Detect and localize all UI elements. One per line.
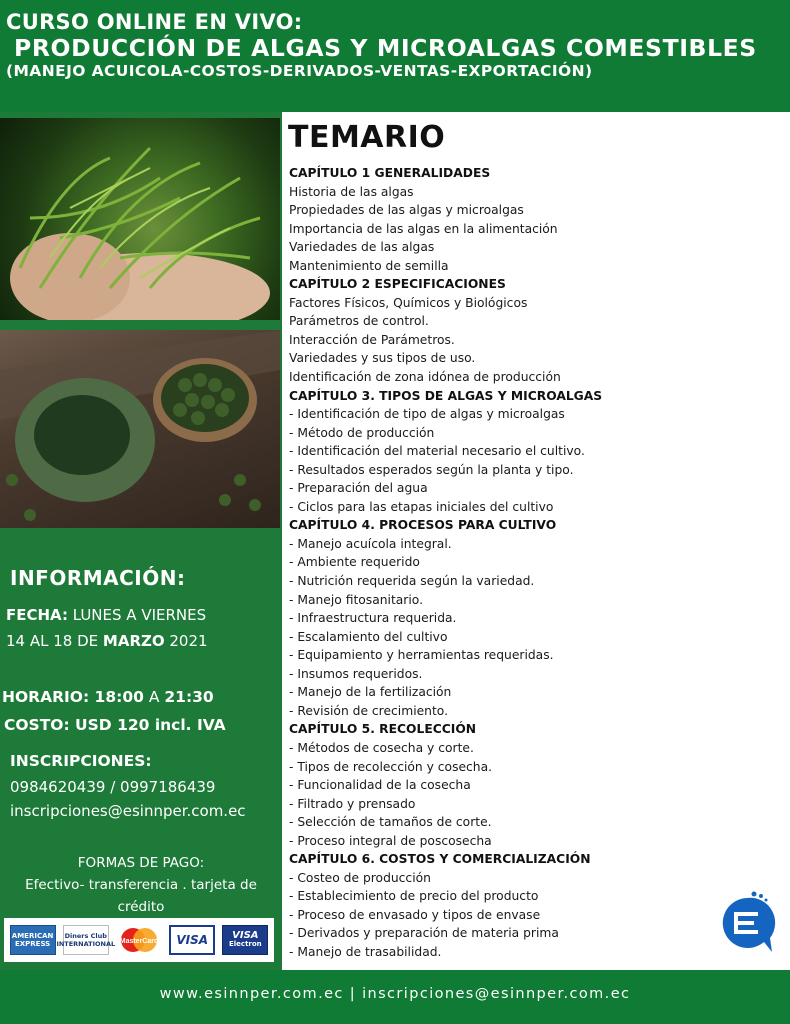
topic-item: - Preparación del agua — [289, 481, 428, 496]
topic-item: - Ambiente requerido — [289, 555, 420, 570]
topic-item: Interacción de Parámetros. — [289, 332, 455, 347]
amex-logo: AMERICAN EXPRESS — [10, 925, 56, 955]
visa-electron-logo — [222, 925, 268, 955]
chapter-heading: CAPÍTULO 2 ESPECIFICACIONES — [289, 277, 506, 292]
esinnper-logo-icon — [714, 890, 780, 956]
spirulina-photo — [0, 330, 280, 528]
topic-item: - Funcionalidad de la cosecha — [289, 778, 471, 793]
course-type: CURSO ONLINE EN VIVO: — [6, 10, 303, 34]
fecha-days: 14 AL 18 DE — [6, 632, 103, 650]
costo-line: COSTO: USD 120 incl. IVA — [4, 716, 226, 734]
topic-item: Factores Físicos, Químicos y Biológicos — [289, 295, 528, 310]
topic-item: - Costeo de producción — [289, 870, 431, 885]
mastercard-label: MasterCard — [119, 938, 159, 945]
topic-item: Propiedades de las algas y microalgas — [289, 203, 524, 218]
topic-item: - Proceso de envasado y tipos de envase — [289, 907, 541, 922]
payment-cards — [4, 918, 274, 962]
footer-links[interactable]: www.esinnper.com.ec | inscripciones@esinnper.com.ec — [159, 986, 631, 1002]
seaweed-illustration — [0, 118, 280, 320]
chapter-heading: CAPÍTULO 5. RECOLECCIÓN — [289, 722, 477, 737]
topic-item: - Derivados y preparación de materia prima — [289, 926, 559, 941]
topic-item: - Insumos requeridos. — [289, 666, 423, 681]
fecha-dates — [6, 632, 208, 650]
temario-title: TEMARIO — [288, 120, 446, 155]
topic-item: - Manejo de la fertilización — [289, 685, 452, 700]
topic-item: Importancia de las algas en la alimentación — [289, 221, 558, 236]
formas-de-pago — [10, 852, 272, 918]
fecha-year: 2021 — [164, 632, 208, 650]
topic-item: - Infraestructura requerida. — [289, 611, 457, 626]
topic-item: - Manejo fitosanitario. — [289, 592, 423, 607]
fecha-value: LUNES A VIERNES — [67, 606, 207, 624]
topic-item: - Filtrado y prensado — [289, 796, 416, 811]
topic-item: Mantenimiento de semilla — [289, 258, 449, 273]
topic-item: - Establecimiento de precio del producto — [289, 889, 539, 904]
topic-item: - Identificación del material necesario el cultivo. — [289, 444, 585, 459]
topic-item: - Método de producción — [289, 425, 435, 440]
topic-item: - Escalamiento del cultivo — [289, 629, 448, 644]
visa-electron-brand: VISA — [232, 930, 259, 941]
topic-item: Variedades de las algas — [289, 240, 435, 255]
topic-item: - Proceso integral de poscosecha — [289, 833, 492, 848]
chapter-heading: CAPÍTULO 1 GENERALIDADES — [289, 166, 491, 180]
diners-logo: Diners Club INTERNATIONAL — [63, 925, 109, 955]
mastercard-icon — [116, 925, 162, 955]
horario-end: 21:30 — [164, 688, 214, 706]
seaweed-hands-photo — [0, 118, 280, 320]
chapter-heading: CAPÍTULO 6. COSTOS Y COMERCIALIZACIÓN — [289, 852, 591, 867]
topic-item: - Manejo de trasabilidad. — [289, 944, 442, 959]
course-title: PRODUCCIÓN DE ALGAS Y MICROALGAS COMESTIBLES — [14, 34, 757, 62]
info-title: INFORMACIÓN: — [10, 566, 186, 590]
email-link[interactable]: inscripciones@esinnper.com.ec — [10, 802, 246, 820]
course-subtitle: (MANEJO ACUICOLA-COSTOS-DERIVADOS-VENTAS-EXPORTACIÓN) — [6, 62, 593, 80]
topic-item: - Métodos de cosecha y corte. — [289, 740, 474, 755]
telefonos: 0984620439 / 0997186439 — [10, 778, 216, 796]
visa-logo: VISA — [169, 925, 215, 955]
topic-item: - Manejo acuícola integral. — [289, 536, 452, 551]
inscripciones-label: INSCRIPCIONES: — [10, 752, 152, 770]
pago-text: Efectivo- transferencia . tarjeta de crédito — [25, 877, 257, 915]
horario-start: HORARIO: 18:00 — [2, 688, 144, 706]
pago-title: FORMAS DE PAGO: — [77, 855, 205, 871]
mastercard-logo — [116, 925, 162, 955]
topic-item: Historia de las algas — [289, 184, 414, 199]
topic-item: - Selección de tamaños de corte. — [289, 815, 492, 830]
fecha-line — [6, 606, 206, 624]
temario-list — [289, 164, 784, 962]
horario-a: A — [143, 688, 165, 706]
topic-item: - Resultados esperados según la planta y tipo. — [289, 462, 574, 477]
topic-item: - Equipamiento y herramientas requeridas. — [289, 648, 554, 663]
visa-electron-sub: Electron — [229, 940, 262, 948]
spirulina-illustration — [0, 330, 280, 528]
topic-item: - Revisión de crecimiento. — [289, 703, 449, 718]
topic-item: Variedades y sus tipos de uso. — [289, 351, 476, 366]
topic-item: Parámetros de control. — [289, 314, 429, 329]
topic-item: - Ciclos para las etapas iniciales del cultivo — [289, 499, 554, 514]
horario-line — [2, 688, 214, 706]
chapter-heading: CAPÍTULO 3. TIPOS DE ALGAS Y MICROALGAS — [289, 388, 603, 403]
fecha-label: FECHA: — [6, 606, 68, 624]
header-banner — [0, 0, 790, 112]
chapter-heading: CAPÍTULO 4. PROCESOS PARA CULTIVO — [289, 518, 557, 533]
topic-item: - Identificación de tipo de algas y microalgas — [289, 407, 565, 422]
topic-item: - Nutrición requerida según la variedad. — [289, 574, 535, 589]
topic-item: - Tipos de recolección y cosecha. — [289, 759, 493, 774]
topic-item: Identificación de zona idónea de producción — [289, 370, 561, 385]
fecha-month: MARZO — [102, 632, 165, 650]
